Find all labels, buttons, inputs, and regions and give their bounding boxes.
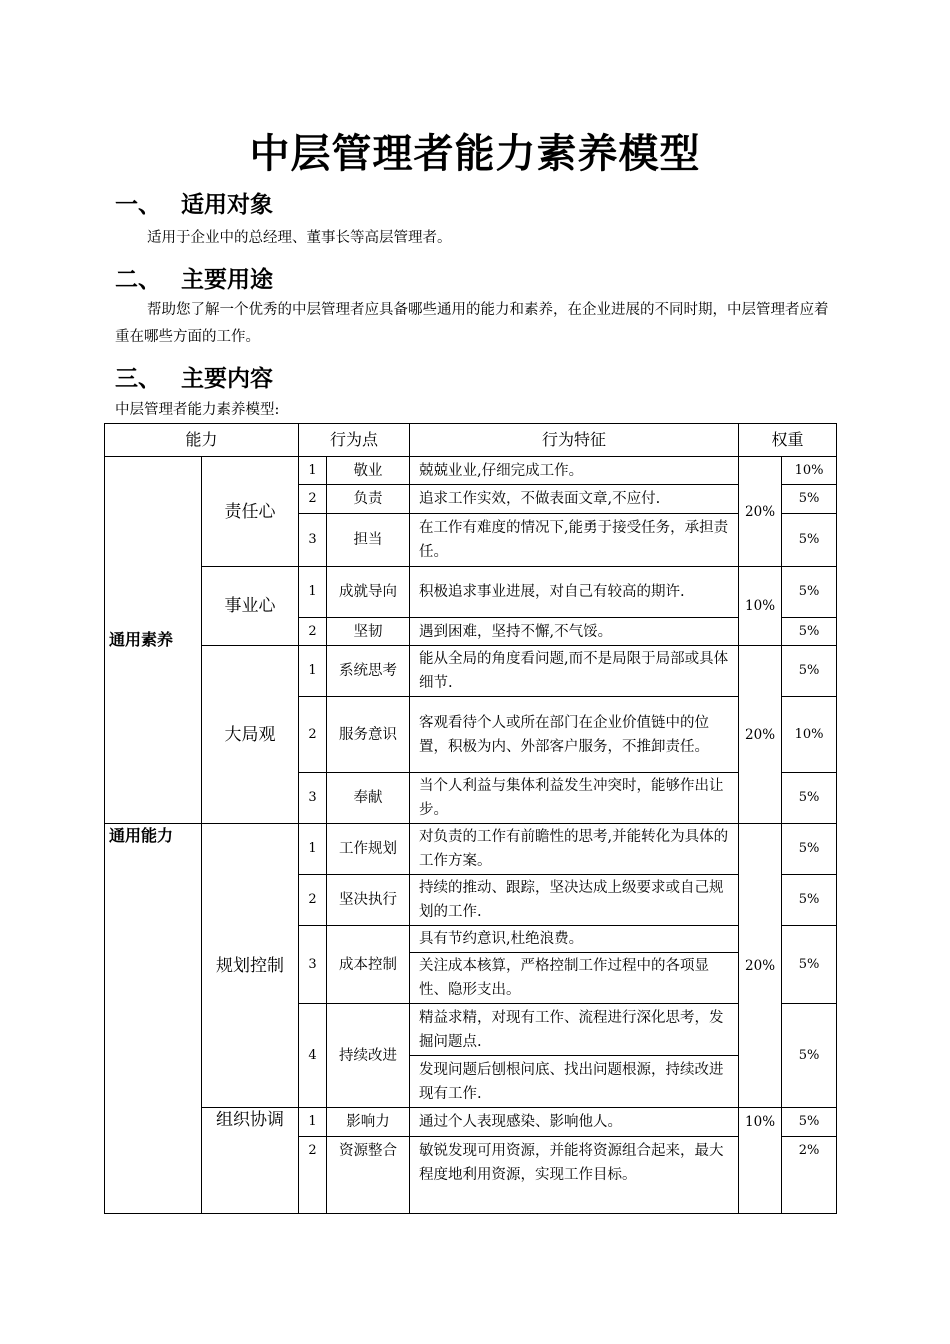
row-index: 4	[299, 1004, 327, 1108]
group-weight: 20%	[739, 824, 782, 1108]
behavior-feature: 客观看待个人或所在部门在企业价值链中的位置，积极为内、外部客户服务，不推卸责任。	[410, 697, 739, 773]
category-cell: 通用素养	[105, 457, 202, 824]
behavior-feature: 当个人利益与集体利益发生冲突时，能够作出让步。	[410, 773, 739, 824]
behavior-feature: 关注成本核算，严格控制工作过程中的各项显性、隐形支出。	[410, 953, 739, 1004]
behavior-point: 持续改进	[327, 1004, 410, 1108]
behavior-point: 系统思考	[327, 646, 410, 697]
behavior-feature: 遇到困难，坚持不懈,不气馁。	[410, 618, 739, 646]
section-heading-2: 二、 主要用途	[115, 267, 273, 293]
row-index: 1	[299, 824, 327, 875]
behavior-feature: 通过个人表现感染、影响他人。	[410, 1108, 739, 1137]
row-index: 2	[299, 697, 327, 773]
group-cell: 组织协调	[202, 1108, 299, 1214]
group-weight: 10%	[739, 1108, 782, 1214]
behavior-point: 成本控制	[327, 926, 410, 1004]
header-ability: 能力	[105, 424, 299, 457]
row-weight: 5%	[782, 646, 837, 697]
category-cell: 通用能力	[105, 824, 202, 1214]
group-cell: 责任心	[202, 457, 299, 567]
group-cell: 规划控制	[202, 824, 299, 1108]
row-weight: 5%	[782, 1004, 837, 1108]
behavior-feature: 精益求精，对现有工作、流程进行深化思考，发掘问题点.	[410, 1004, 739, 1056]
behavior-feature: 持续的推动、跟踪，坚决达成上级要求或自己规划的工作.	[410, 875, 739, 926]
group-weight: 20%	[739, 457, 782, 567]
section-heading-1: 一、 适用对象	[115, 192, 273, 218]
behavior-point: 影响力	[327, 1108, 410, 1137]
row-index: 2	[299, 485, 327, 514]
group-cell: 事业心	[202, 567, 299, 646]
table-row	[105, 824, 837, 875]
behavior-feature: 追求工作实效，不做表面文章,不应付.	[410, 485, 739, 514]
behavior-point: 工作规划	[327, 824, 410, 875]
section-text-2: 帮助您了解一个优秀的中层管理者应具备哪些通用的能力和素养，在企业进展的不同时期，中层管理者应着重在哪些方面的工作。	[115, 302, 829, 345]
row-weight: 5%	[782, 485, 837, 514]
row-weight: 5%	[782, 567, 837, 618]
row-index: 2	[299, 875, 327, 926]
table-row	[105, 1108, 837, 1137]
row-weight: 5%	[782, 875, 837, 926]
table-row	[105, 646, 837, 697]
table-caption: 中层管理者能力素养模型:	[115, 402, 280, 418]
section-heading-3: 三、 主要内容	[115, 366, 273, 392]
behavior-point: 成就导向	[327, 567, 410, 618]
header-behavior-point: 行为点	[299, 424, 410, 457]
table-row	[105, 567, 837, 618]
table-row	[105, 457, 837, 485]
behavior-feature: 对负责的工作有前瞻性的思考,并能转化为具体的工作方案。	[410, 824, 739, 875]
row-index: 3	[299, 514, 327, 567]
row-index: 3	[299, 926, 327, 1004]
row-index: 3	[299, 773, 327, 824]
behavior-point: 奉献	[327, 773, 410, 824]
table-header-row	[105, 424, 837, 457]
row-index: 1	[299, 457, 327, 485]
section-text-1: 适用于企业中的总经理、董事长等高层管理者。	[147, 230, 452, 246]
behavior-point: 担当	[327, 514, 410, 567]
row-index: 1	[299, 646, 327, 697]
header-behavior-feature: 行为特征	[410, 424, 739, 457]
group-cell: 大局观	[202, 646, 299, 824]
row-weight: 5%	[782, 926, 837, 1004]
row-index: 1	[299, 567, 327, 618]
behavior-point: 敬业	[327, 457, 410, 485]
behavior-point: 坚韧	[327, 618, 410, 646]
document-title: 中层管理者能力素养模型	[249, 131, 701, 177]
behavior-feature: 兢兢业业,仔细完成工作。	[410, 457, 739, 485]
behavior-feature: 发现问题后刨根问底、找出问题根源，持续改进现有工作.	[410, 1056, 739, 1108]
row-weight: 5%	[782, 618, 837, 646]
row-weight: 5%	[782, 824, 837, 875]
row-weight: 10%	[782, 697, 837, 773]
behavior-point: 服务意识	[327, 697, 410, 773]
behavior-point: 坚决执行	[327, 875, 410, 926]
group-weight: 20%	[739, 646, 782, 824]
row-weight: 5%	[782, 514, 837, 567]
header-weight: 权重	[739, 424, 837, 457]
behavior-feature: 在工作有难度的情况下,能勇于接受任务，承担责任。	[410, 514, 739, 567]
competency-model-table	[104, 423, 837, 1214]
behavior-feature: 敏锐发现可用资源，并能将资源组合起来，最大程度地利用资源，实现工作目标。	[410, 1137, 739, 1214]
row-weight: 2%	[782, 1137, 837, 1214]
behavior-point: 负责	[327, 485, 410, 514]
row-index: 2	[299, 618, 327, 646]
row-weight: 10%	[782, 457, 837, 485]
row-index: 2	[299, 1137, 327, 1214]
group-weight: 10%	[739, 567, 782, 646]
row-weight: 5%	[782, 773, 837, 824]
behavior-point: 资源整合	[327, 1137, 410, 1214]
row-index: 1	[299, 1108, 327, 1137]
behavior-feature: 积极追求事业进展，对自己有较高的期许.	[410, 567, 739, 618]
behavior-feature: 具有节约意识,杜绝浪费。	[410, 926, 739, 953]
row-weight: 5%	[782, 1108, 837, 1137]
behavior-feature: 能从全局的角度看问题,而不是局限于局部或具体细节.	[410, 646, 739, 697]
